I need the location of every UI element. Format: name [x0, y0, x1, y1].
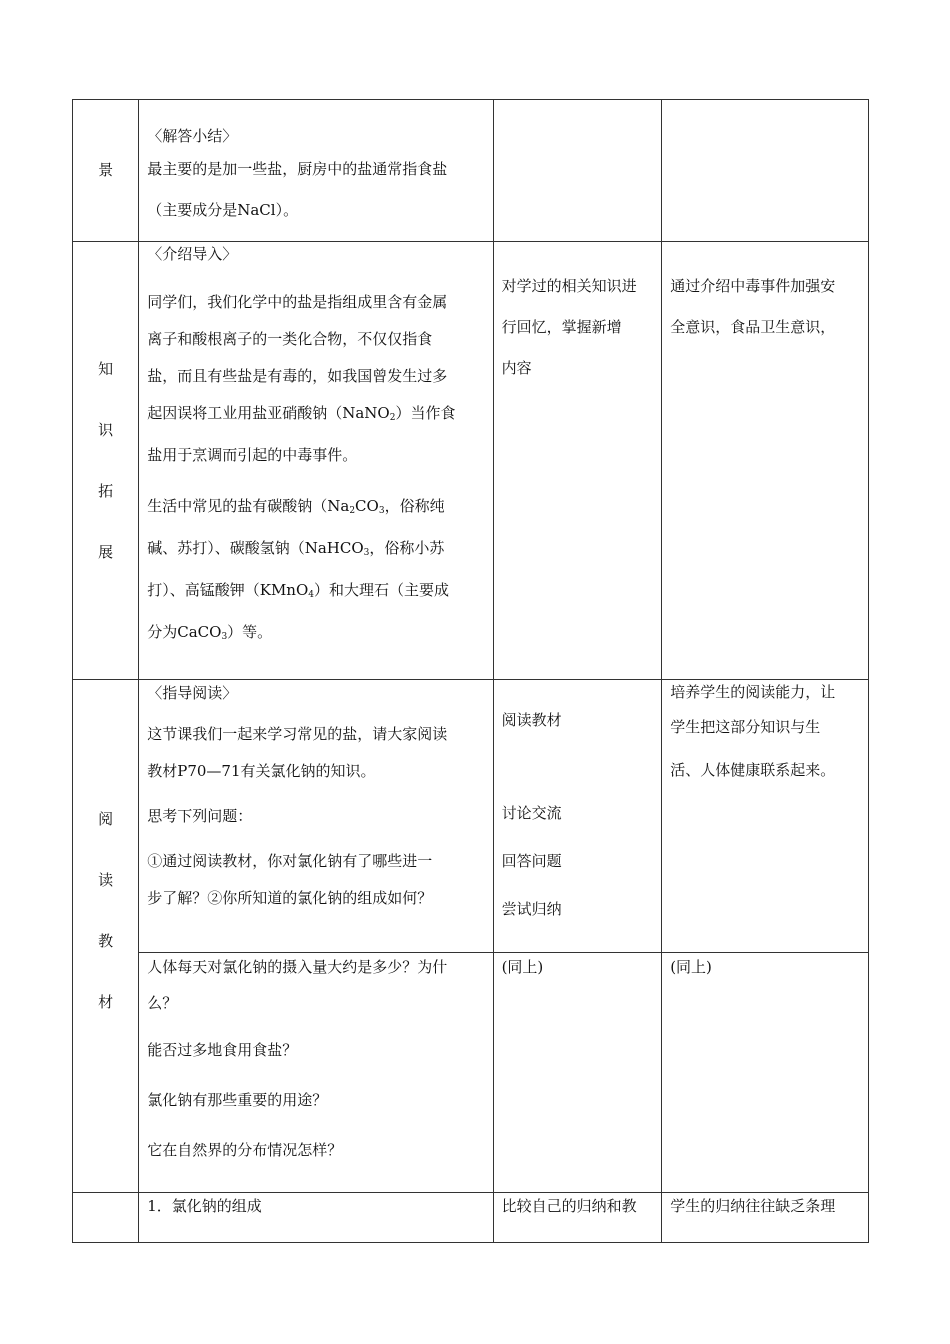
stage-char: 材 — [98, 993, 114, 1011]
content-line: （主要成分是NaCl）。 — [147, 201, 299, 219]
design-purpose-cell — [662, 1193, 869, 1243]
stage-label: 景 — [98, 161, 114, 179]
design-purpose-cell — [662, 680, 869, 953]
stage-char: 读 — [98, 871, 114, 889]
subscript: 3 — [363, 548, 370, 558]
student-activity-cell — [493, 953, 662, 1193]
design-purpose-cell — [662, 100, 869, 242]
student-activity-line: 内容 — [501, 359, 532, 377]
student-activity-line: 比较自己的归纳和教 — [501, 1197, 637, 1215]
design-purpose-line: 学生的归纳往往缺乏条理 — [670, 1197, 836, 1215]
content-text: 生活中常见的盐有碳酸钠（Na — [147, 497, 350, 515]
content-line: 最主要的是加一些盐，厨房中的盐通常指食盐 — [147, 160, 448, 178]
content-text: ，俗称小苏 — [369, 539, 445, 557]
content-line — [147, 614, 484, 656]
stage-char: 展 — [98, 542, 114, 561]
content-text: ）和大理石（主要成 — [314, 581, 450, 599]
table-row — [73, 1193, 869, 1243]
content-line: 教材P70—71有关氯化钠的知识。 — [147, 762, 376, 780]
table-row — [73, 953, 869, 1193]
table-row — [73, 100, 869, 242]
student-activity-line: 行回忆，掌握新增 — [501, 318, 622, 336]
content-line: 同学们，我们化学中的盐是指组成里含有金属 — [147, 293, 448, 311]
design-purpose-line: 活、人体健康联系起来。 — [670, 761, 836, 779]
content-text: 分为CaCO — [147, 623, 222, 641]
content-line: 1．氯化钠的组成 — [147, 1197, 262, 1215]
student-activity-line: 尝试归纳 — [501, 900, 562, 918]
stage-char: 知 — [98, 359, 114, 378]
table-row — [73, 680, 869, 953]
design-purpose-line: 学生把这部分知识与生 — [670, 718, 821, 736]
student-activity-line: 讨论交流 — [501, 804, 562, 822]
stage-cell — [73, 1193, 139, 1243]
content-line — [147, 395, 484, 437]
student-activity-line: (同上) — [501, 958, 544, 976]
content-line: 离子和酸根离子的一类化合物，不仅仅指食 — [147, 330, 433, 348]
subscript: 3 — [378, 506, 385, 516]
content-line: 人体每天对氯化钠的摄入量大约是多少？为什 — [147, 958, 448, 976]
design-purpose-line: 培养学生的阅读能力，让 — [670, 683, 836, 701]
content-text: CO — [355, 497, 379, 515]
design-purpose-line: 全意识，食品卫生意识， — [670, 318, 836, 336]
stage-char: 识 — [98, 420, 114, 439]
student-activity-line: 对学过的相关知识进 — [501, 277, 637, 295]
stage-char: 阅 — [98, 810, 114, 828]
content-text: ）当作食 — [395, 404, 456, 422]
content-line: 氯化钠有那些重要的用途？ — [147, 1091, 328, 1109]
content-line: 盐，而且有些盐是有毒的，如我国曾发生过多 — [147, 367, 448, 385]
content-text: ）等。 — [227, 623, 273, 641]
content-cell — [139, 100, 493, 242]
subscript: 2 — [349, 506, 356, 516]
content-cell — [139, 242, 493, 680]
student-activity-line: 回答问题 — [501, 852, 562, 870]
content-line — [147, 488, 484, 530]
content-text: 碱、苏打）、碳酸氢钠（NaHCO — [147, 539, 364, 557]
section-heading: 〈解答小结〉 — [147, 127, 238, 145]
lesson-plan-table — [72, 99, 869, 1243]
subscript: 4 — [308, 590, 314, 600]
subscript: 2 — [389, 413, 396, 423]
content-line: 盐用于烹调而引起的中毒事件。 — [147, 446, 358, 464]
design-purpose-cell — [662, 953, 869, 1193]
content-line: 它在自然界的分布情况怎样？ — [147, 1141, 343, 1159]
stage-cell — [73, 242, 139, 680]
student-activity-cell — [493, 100, 662, 242]
section-heading: 〈介绍导入〉 — [147, 245, 238, 263]
content-line: 么？ — [147, 994, 178, 1012]
content-line: 步了解？②你所知道的氯化钠的组成如何？ — [147, 889, 433, 907]
content-cell — [139, 953, 493, 1193]
content-line: 思考下列问题： — [147, 807, 253, 825]
stage-char: 拓 — [98, 481, 114, 500]
section-heading: 〈指导阅读〉 — [147, 684, 238, 702]
content-line: ①通过阅读教材，你对氯化钠有了哪些进一 — [147, 852, 433, 870]
table-row — [73, 242, 869, 680]
student-activity-cell — [493, 242, 662, 680]
content-line — [147, 530, 484, 572]
stage-char: 教 — [98, 932, 114, 950]
content-text: ，俗称纯 — [384, 497, 445, 515]
content-text: 打）、高锰酸钾（KMnO — [147, 581, 309, 599]
design-purpose-line: 通过介绍中毒事件加强安 — [670, 277, 836, 295]
student-activity-cell — [493, 1193, 662, 1243]
content-line — [147, 572, 484, 614]
design-purpose-line: (同上) — [670, 958, 712, 976]
student-activity-line: 阅读教材 — [501, 711, 562, 729]
content-cell — [139, 680, 493, 953]
content-text: 起因误将工业用盐亚硝酸钠（NaNO — [147, 404, 390, 422]
content-line: 能否过多地食用食盐？ — [147, 1041, 298, 1059]
design-purpose-cell — [662, 242, 869, 680]
stage-cell — [73, 680, 139, 1193]
content-cell — [139, 1193, 493, 1243]
student-activity-cell — [493, 680, 662, 953]
content-line: 这节课我们一起来学习常见的盐，请大家阅读 — [147, 725, 448, 743]
subscript: 3 — [221, 632, 228, 642]
stage-cell — [73, 100, 139, 242]
